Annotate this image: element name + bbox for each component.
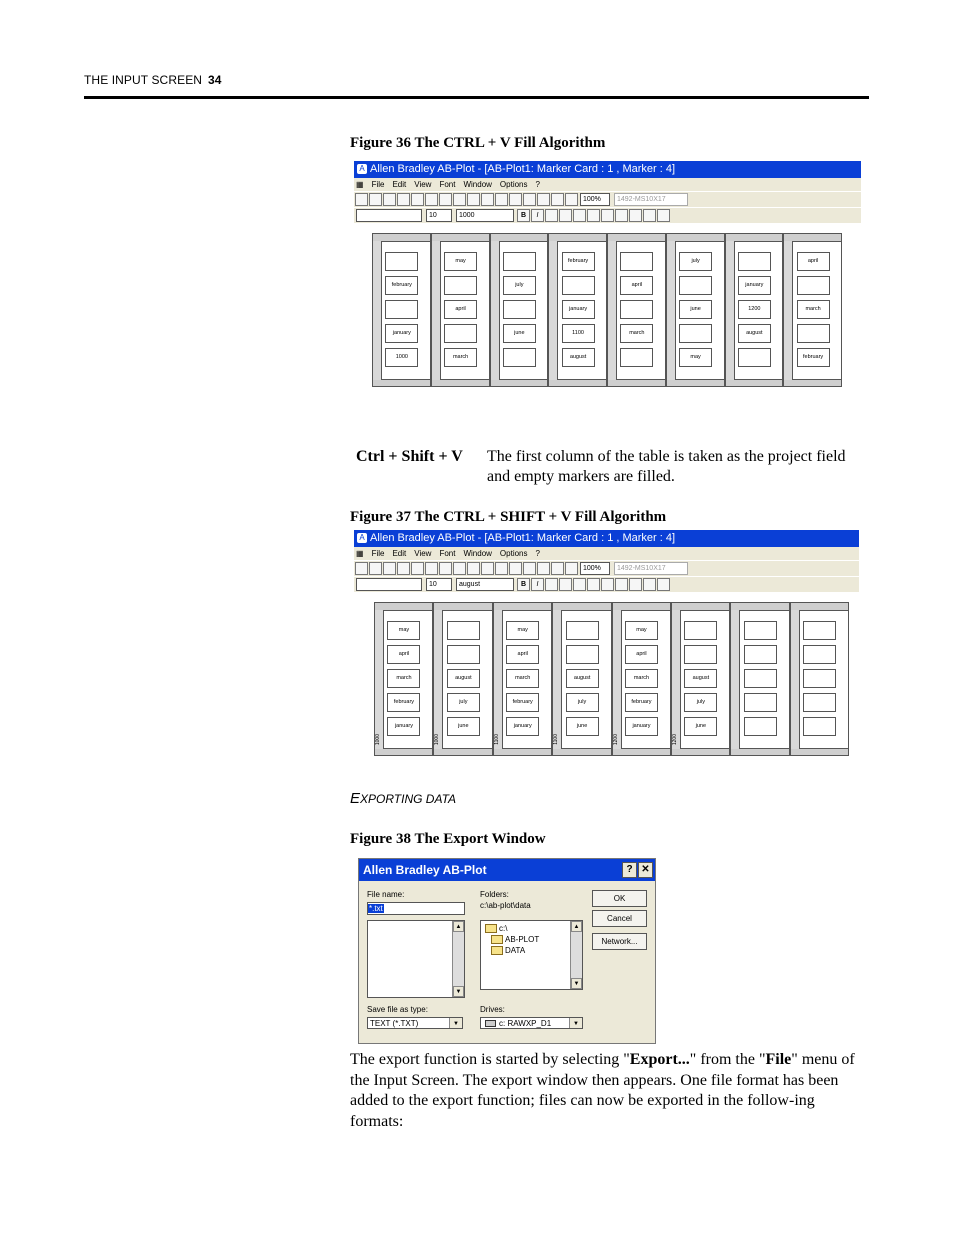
marker[interactable]: april (444, 300, 477, 319)
cell-value-input[interactable]: 1000 (456, 209, 514, 222)
project-field-label: 1100 (553, 734, 560, 745)
marker[interactable] (803, 645, 836, 664)
table-icon[interactable] (523, 193, 536, 206)
column-footer (553, 748, 610, 755)
project-field-label: 1200 (671, 733, 678, 745)
marker[interactable]: august (562, 348, 595, 367)
marker[interactable] (620, 300, 653, 319)
folders-label: Folders: (480, 890, 509, 899)
border-icon[interactable] (495, 562, 508, 575)
cell-value-input[interactable]: august (456, 578, 514, 591)
menu-bar (354, 178, 861, 191)
project-field[interactable] (553, 610, 562, 749)
marker[interactable]: february (625, 693, 658, 712)
open-icon[interactable] (369, 562, 382, 575)
marker[interactable]: february (385, 276, 418, 295)
menu-item[interactable]: Font (439, 549, 456, 558)
file-name-label: File name: (367, 890, 405, 899)
chevron-down-icon[interactable]: ▼ (449, 1018, 462, 1028)
marker-column[interactable] (671, 602, 730, 756)
text-direction-icon[interactable] (573, 209, 586, 222)
paste-icon[interactable] (439, 562, 452, 575)
font-size-select[interactable]: 10 (426, 209, 452, 222)
marker[interactable]: march (625, 669, 658, 688)
marker[interactable] (738, 252, 771, 271)
rotate-icon[interactable] (545, 578, 558, 591)
model-select[interactable]: 1492-MS10X17 (614, 562, 688, 575)
marker[interactable] (385, 252, 418, 271)
dialog-titlebar (359, 859, 655, 881)
marker[interactable] (503, 300, 536, 319)
new-icon[interactable] (355, 193, 368, 206)
project-field-label: 1100 (493, 734, 500, 745)
zoom-icon[interactable] (551, 562, 564, 575)
marker[interactable]: january (562, 300, 595, 319)
project-field[interactable] (549, 241, 558, 380)
help-icon[interactable] (565, 562, 578, 575)
marker-column[interactable] (790, 602, 849, 756)
app-menu-icon[interactable]: ▦ (356, 549, 364, 558)
toolbar-standard (354, 191, 861, 207)
save-type-select[interactable] (367, 1017, 463, 1029)
marker[interactable]: may (625, 621, 658, 640)
marker[interactable]: july (447, 693, 480, 712)
marker[interactable]: february (387, 693, 420, 712)
column-footer (731, 748, 788, 755)
folder-open-icon (485, 924, 497, 933)
marker[interactable] (803, 621, 836, 640)
app-titlebar (354, 530, 859, 547)
body-text-a: The export function is started by selecting " (350, 1051, 630, 1068)
marker[interactable]: january (387, 717, 420, 736)
column-footer (667, 379, 724, 386)
marker-column[interactable] (431, 233, 490, 387)
table-icon[interactable] (523, 562, 536, 575)
help-icon[interactable] (565, 193, 578, 206)
figure-37-screenshot (354, 530, 859, 758)
align-top-icon[interactable] (629, 578, 642, 591)
toolbar-format (354, 207, 861, 223)
marker[interactable] (744, 669, 777, 688)
project-field[interactable] (613, 610, 622, 749)
folder-data-label: DATA (505, 946, 526, 955)
column-footer (608, 379, 665, 386)
cut-icon[interactable] (411, 562, 424, 575)
marker[interactable]: march (387, 669, 420, 688)
model-select[interactable]: 1492-MS10X17 (614, 193, 688, 206)
header-rule (84, 96, 869, 99)
body-export-menu: Export... (629, 1051, 690, 1068)
find-icon[interactable] (537, 562, 550, 575)
marker[interactable]: march (444, 348, 477, 367)
menu-item[interactable]: Window (463, 180, 492, 189)
project-field[interactable] (726, 241, 735, 380)
menu-item[interactable]: Font (439, 180, 456, 189)
menu-item[interactable]: Edit (392, 549, 407, 558)
marker[interactable] (797, 276, 830, 295)
marker[interactable] (444, 324, 477, 343)
project-field[interactable] (434, 610, 443, 749)
marker[interactable]: march (506, 669, 539, 688)
marker[interactable] (744, 621, 777, 640)
menu-item[interactable]: File (371, 549, 385, 558)
marker[interactable]: july (679, 252, 712, 271)
marker[interactable] (620, 348, 653, 367)
marker-column[interactable] (552, 602, 611, 756)
marker[interactable] (503, 348, 536, 367)
menu-item[interactable]: View (414, 180, 432, 189)
marker[interactable]: june (684, 717, 717, 736)
project-field[interactable] (784, 241, 793, 380)
header-section: THE INPUT SCREEN (84, 73, 203, 87)
marker-column[interactable] (374, 602, 433, 756)
marker[interactable] (566, 645, 599, 664)
menu-item[interactable]: Options (499, 549, 528, 558)
ok-button[interactable]: OK (592, 890, 647, 907)
file-name-input[interactable] (367, 902, 465, 915)
marker-column[interactable] (548, 233, 607, 387)
folder-data[interactable] (485, 945, 582, 956)
marker[interactable]: march (797, 300, 830, 319)
file-list[interactable] (367, 920, 465, 998)
close-button[interactable]: ✕ (638, 862, 653, 878)
grid-icon[interactable] (481, 193, 494, 206)
marker[interactable]: june (566, 717, 599, 736)
figure-36-caption: Figure 36 The CTRL + V Fill Algorithm (350, 135, 606, 151)
running-header (84, 73, 222, 87)
marker[interactable]: june (503, 324, 536, 343)
layout-icon[interactable] (509, 193, 522, 206)
marker[interactable] (562, 276, 595, 295)
project-field-label: 1000 (434, 733, 441, 745)
drive-icon (485, 1020, 496, 1027)
menu-item[interactable]: Edit (392, 180, 407, 189)
find-icon[interactable] (537, 193, 550, 206)
italic-button[interactable]: I (531, 209, 544, 222)
marker[interactable] (620, 252, 653, 271)
app-logo-icon: A (357, 533, 367, 543)
figure-37-caption: Figure 37 The CTRL + SHIFT + V Fill Algorithm (350, 509, 667, 525)
figure-36-screenshot (354, 161, 861, 389)
zoom-select[interactable]: 100% (580, 562, 610, 575)
marker[interactable]: august (684, 669, 717, 688)
column-footer (375, 748, 432, 755)
align-middle-icon[interactable] (643, 578, 656, 591)
file-name-value: *.txt (369, 904, 383, 913)
marker-column[interactable] (725, 233, 784, 387)
column-footer (434, 748, 491, 755)
marker[interactable] (566, 621, 599, 640)
cancel-button[interactable]: Cancel (592, 910, 647, 927)
page-number: 34 (208, 73, 222, 87)
marker[interactable]: april (620, 276, 653, 295)
project-field[interactable] (731, 610, 740, 749)
folder-open-icon (491, 946, 503, 955)
marker-column[interactable] (493, 602, 552, 756)
body-text-c: " from the " (689, 1051, 766, 1068)
print-icon[interactable] (397, 562, 410, 575)
column-footer (784, 379, 841, 386)
heading-rest: XPORTING DATA (360, 792, 457, 806)
bold-button[interactable]: B (517, 209, 530, 222)
align-center-icon[interactable] (601, 578, 614, 591)
figure-38-caption: Figure 38 The Export Window (350, 831, 546, 847)
align-bottom-icon[interactable] (657, 578, 670, 591)
menu-item[interactable]: View (414, 549, 432, 558)
format-icon[interactable] (453, 562, 466, 575)
marker[interactable]: july (503, 276, 536, 295)
align-right-icon[interactable] (615, 578, 628, 591)
marker-column[interactable] (607, 233, 666, 387)
column-footer (672, 748, 729, 755)
align-right-icon[interactable] (615, 209, 628, 222)
folder-root-label: c:\ (499, 924, 508, 933)
marker[interactable] (744, 645, 777, 664)
window-title: Allen Bradley AB-Plot - [AB-Plot1: Marker Card : 1 , Marker : 4] (370, 163, 676, 175)
marker[interactable] (447, 645, 480, 664)
align-top-icon[interactable] (629, 209, 642, 222)
help-button[interactable]: ? (622, 862, 637, 878)
project-field[interactable] (791, 610, 800, 749)
term-ctrl-shift-v: Ctrl + Shift + V (356, 448, 463, 465)
app-menu-icon[interactable]: ▦ (356, 180, 364, 189)
folder-path: c:\ab-plot\data (480, 901, 531, 910)
column-footer (491, 379, 548, 386)
marker-column[interactable] (730, 602, 789, 756)
menu-item[interactable]: Options (499, 180, 528, 189)
marker[interactable] (503, 252, 536, 271)
network-button[interactable]: Network... (592, 933, 647, 950)
marker[interactable] (679, 276, 712, 295)
marker[interactable]: january (385, 324, 418, 343)
menu-item[interactable]: ? (535, 180, 540, 189)
marker[interactable] (744, 693, 777, 712)
window-title: Allen Bradley AB-Plot - [AB-Plot1: Marker Card : 1 , Marker : 4] (370, 532, 676, 544)
marker[interactable] (444, 276, 477, 295)
copy-icon[interactable] (425, 193, 438, 206)
marker-column[interactable] (490, 233, 549, 387)
scroll-up-icon[interactable]: ▲ (453, 921, 464, 932)
marker-column[interactable] (783, 233, 842, 387)
project-field-label: 1000 (375, 733, 381, 745)
marker[interactable]: april (625, 645, 658, 664)
bold-button[interactable]: B (517, 578, 530, 591)
project-field[interactable] (432, 241, 441, 380)
column-footer (432, 379, 489, 386)
folder-tree-scrollbar[interactable] (570, 921, 582, 989)
pencil-icon[interactable] (467, 193, 480, 206)
save-icon[interactable] (383, 562, 396, 575)
marker[interactable] (797, 324, 830, 343)
column-footer (613, 748, 670, 755)
marker[interactable]: june (679, 300, 712, 319)
app-titlebar (354, 161, 861, 178)
menu-item[interactable]: ? (535, 549, 540, 558)
marker[interactable]: june (447, 717, 480, 736)
project-field[interactable] (667, 241, 676, 380)
heading-initial: E (350, 790, 361, 807)
orientation-icon[interactable] (559, 209, 572, 222)
file-list-scrollbar[interactable] (452, 921, 464, 997)
project-field[interactable] (491, 241, 500, 380)
rotate-icon[interactable] (545, 209, 558, 222)
orientation-icon[interactable] (559, 578, 572, 591)
marker[interactable]: august (566, 669, 599, 688)
project-field[interactable] (494, 610, 503, 749)
column-footer (549, 379, 606, 386)
border-icon[interactable] (495, 193, 508, 206)
folder-open-icon (491, 935, 503, 944)
menu-item[interactable]: File (371, 180, 385, 189)
drives-label: Drives: (480, 1005, 505, 1014)
marker[interactable] (803, 717, 836, 736)
column-footer (726, 379, 783, 386)
open-icon[interactable] (369, 193, 382, 206)
align-middle-icon[interactable] (643, 209, 656, 222)
chevron-down-icon[interactable]: ▼ (569, 1018, 582, 1028)
font-name-select[interactable] (356, 578, 422, 591)
drives-select[interactable] (480, 1017, 583, 1029)
term-description: The first column of the table is taken as the project field and empty markers are filled. (487, 448, 846, 485)
italic-button[interactable]: I (531, 578, 544, 591)
menu-bar (354, 547, 859, 560)
marker[interactable]: january (506, 717, 539, 736)
folder-root[interactable] (485, 923, 582, 934)
column-footer (494, 748, 551, 755)
marker[interactable]: april (506, 645, 539, 664)
project-field[interactable] (373, 241, 382, 380)
body-file-menu: File (765, 1051, 792, 1068)
marker[interactable]: july (566, 693, 599, 712)
save-type-label: Save file as type: (367, 1005, 428, 1014)
column-footer (373, 379, 430, 386)
export-paragraph (350, 1050, 868, 1132)
marker[interactable]: 1000 (385, 348, 418, 367)
copy-icon[interactable] (425, 562, 438, 575)
align-bottom-icon[interactable] (657, 209, 670, 222)
marker[interactable]: may (679, 348, 712, 367)
project-field[interactable] (375, 610, 384, 749)
app-logo-icon: A (357, 164, 367, 174)
marker-column[interactable] (666, 233, 725, 387)
new-icon[interactable] (355, 562, 368, 575)
marker[interactable]: february (506, 693, 539, 712)
scroll-down-icon[interactable]: ▼ (571, 978, 582, 989)
marker[interactable]: february (797, 348, 830, 367)
marker[interactable]: july (684, 693, 717, 712)
zoom-icon[interactable] (551, 193, 564, 206)
save-icon[interactable] (383, 193, 396, 206)
marker[interactable] (803, 693, 836, 712)
marker[interactable] (385, 300, 418, 319)
grid-icon[interactable] (481, 562, 494, 575)
text-direction-icon[interactable] (573, 578, 586, 591)
align-center-icon[interactable] (601, 209, 614, 222)
marker-column[interactable] (612, 602, 671, 756)
marker-grid (372, 233, 842, 387)
marker[interactable]: august (447, 669, 480, 688)
marker[interactable]: january (625, 717, 658, 736)
font-size-select[interactable]: 10 (426, 578, 452, 591)
paste-icon[interactable] (439, 193, 452, 206)
marker[interactable] (744, 717, 777, 736)
format-icon[interactable] (453, 193, 466, 206)
marker[interactable]: april (797, 252, 830, 271)
marker[interactable] (684, 621, 717, 640)
column-footer (791, 748, 848, 755)
print-icon[interactable] (397, 193, 410, 206)
folder-ab-plot[interactable] (485, 934, 582, 945)
marker[interactable]: march (620, 324, 653, 343)
marker[interactable] (679, 324, 712, 343)
folder-ab-plot-label: AB-PLOT (505, 935, 540, 944)
export-dialog (358, 858, 656, 1044)
project-field[interactable] (672, 610, 681, 749)
dialog-title: Allen Bradley AB-Plot (363, 863, 487, 877)
font-name-select[interactable] (356, 209, 422, 222)
marker[interactable] (803, 669, 836, 688)
cut-icon[interactable] (411, 193, 424, 206)
menu-item[interactable]: Window (463, 549, 492, 558)
marker-grid (374, 602, 849, 756)
marker[interactable]: 1200 (738, 300, 771, 319)
toolbar-standard (354, 560, 859, 576)
marker[interactable]: january (738, 276, 771, 295)
marker[interactable] (447, 621, 480, 640)
save-type-value: TEXT (*.TXT) (370, 1019, 419, 1028)
marker[interactable]: may (444, 252, 477, 271)
marker-column[interactable] (433, 602, 492, 756)
marker-column[interactable] (372, 233, 431, 387)
align-left-icon[interactable] (587, 578, 600, 591)
scroll-up-icon[interactable]: ▲ (571, 921, 582, 932)
layout-icon[interactable] (509, 562, 522, 575)
pencil-icon[interactable] (467, 562, 480, 575)
marker[interactable]: 1100 (562, 324, 595, 343)
marker[interactable]: august (738, 324, 771, 343)
marker[interactable]: february (562, 252, 595, 271)
zoom-select[interactable]: 100% (580, 193, 610, 206)
body-text-e: " menu of the Input Screen. The export window then appears. One file format has been added to the export function; files can now be exported in the follow-ing formats: (350, 1051, 855, 1130)
marker[interactable]: april (387, 645, 420, 664)
section-heading (350, 790, 456, 807)
marker[interactable] (684, 645, 717, 664)
align-left-icon[interactable] (587, 209, 600, 222)
project-field[interactable] (608, 241, 617, 380)
folder-tree[interactable] (480, 920, 583, 990)
scroll-down-icon[interactable]: ▼ (453, 986, 464, 997)
project-field-label: 1200 (612, 733, 619, 745)
marker[interactable]: may (506, 621, 539, 640)
marker[interactable] (738, 348, 771, 367)
toolbar-format (354, 576, 859, 592)
marker[interactable]: may (387, 621, 420, 640)
drive-value: c: RAWXP_D1 (499, 1019, 552, 1028)
